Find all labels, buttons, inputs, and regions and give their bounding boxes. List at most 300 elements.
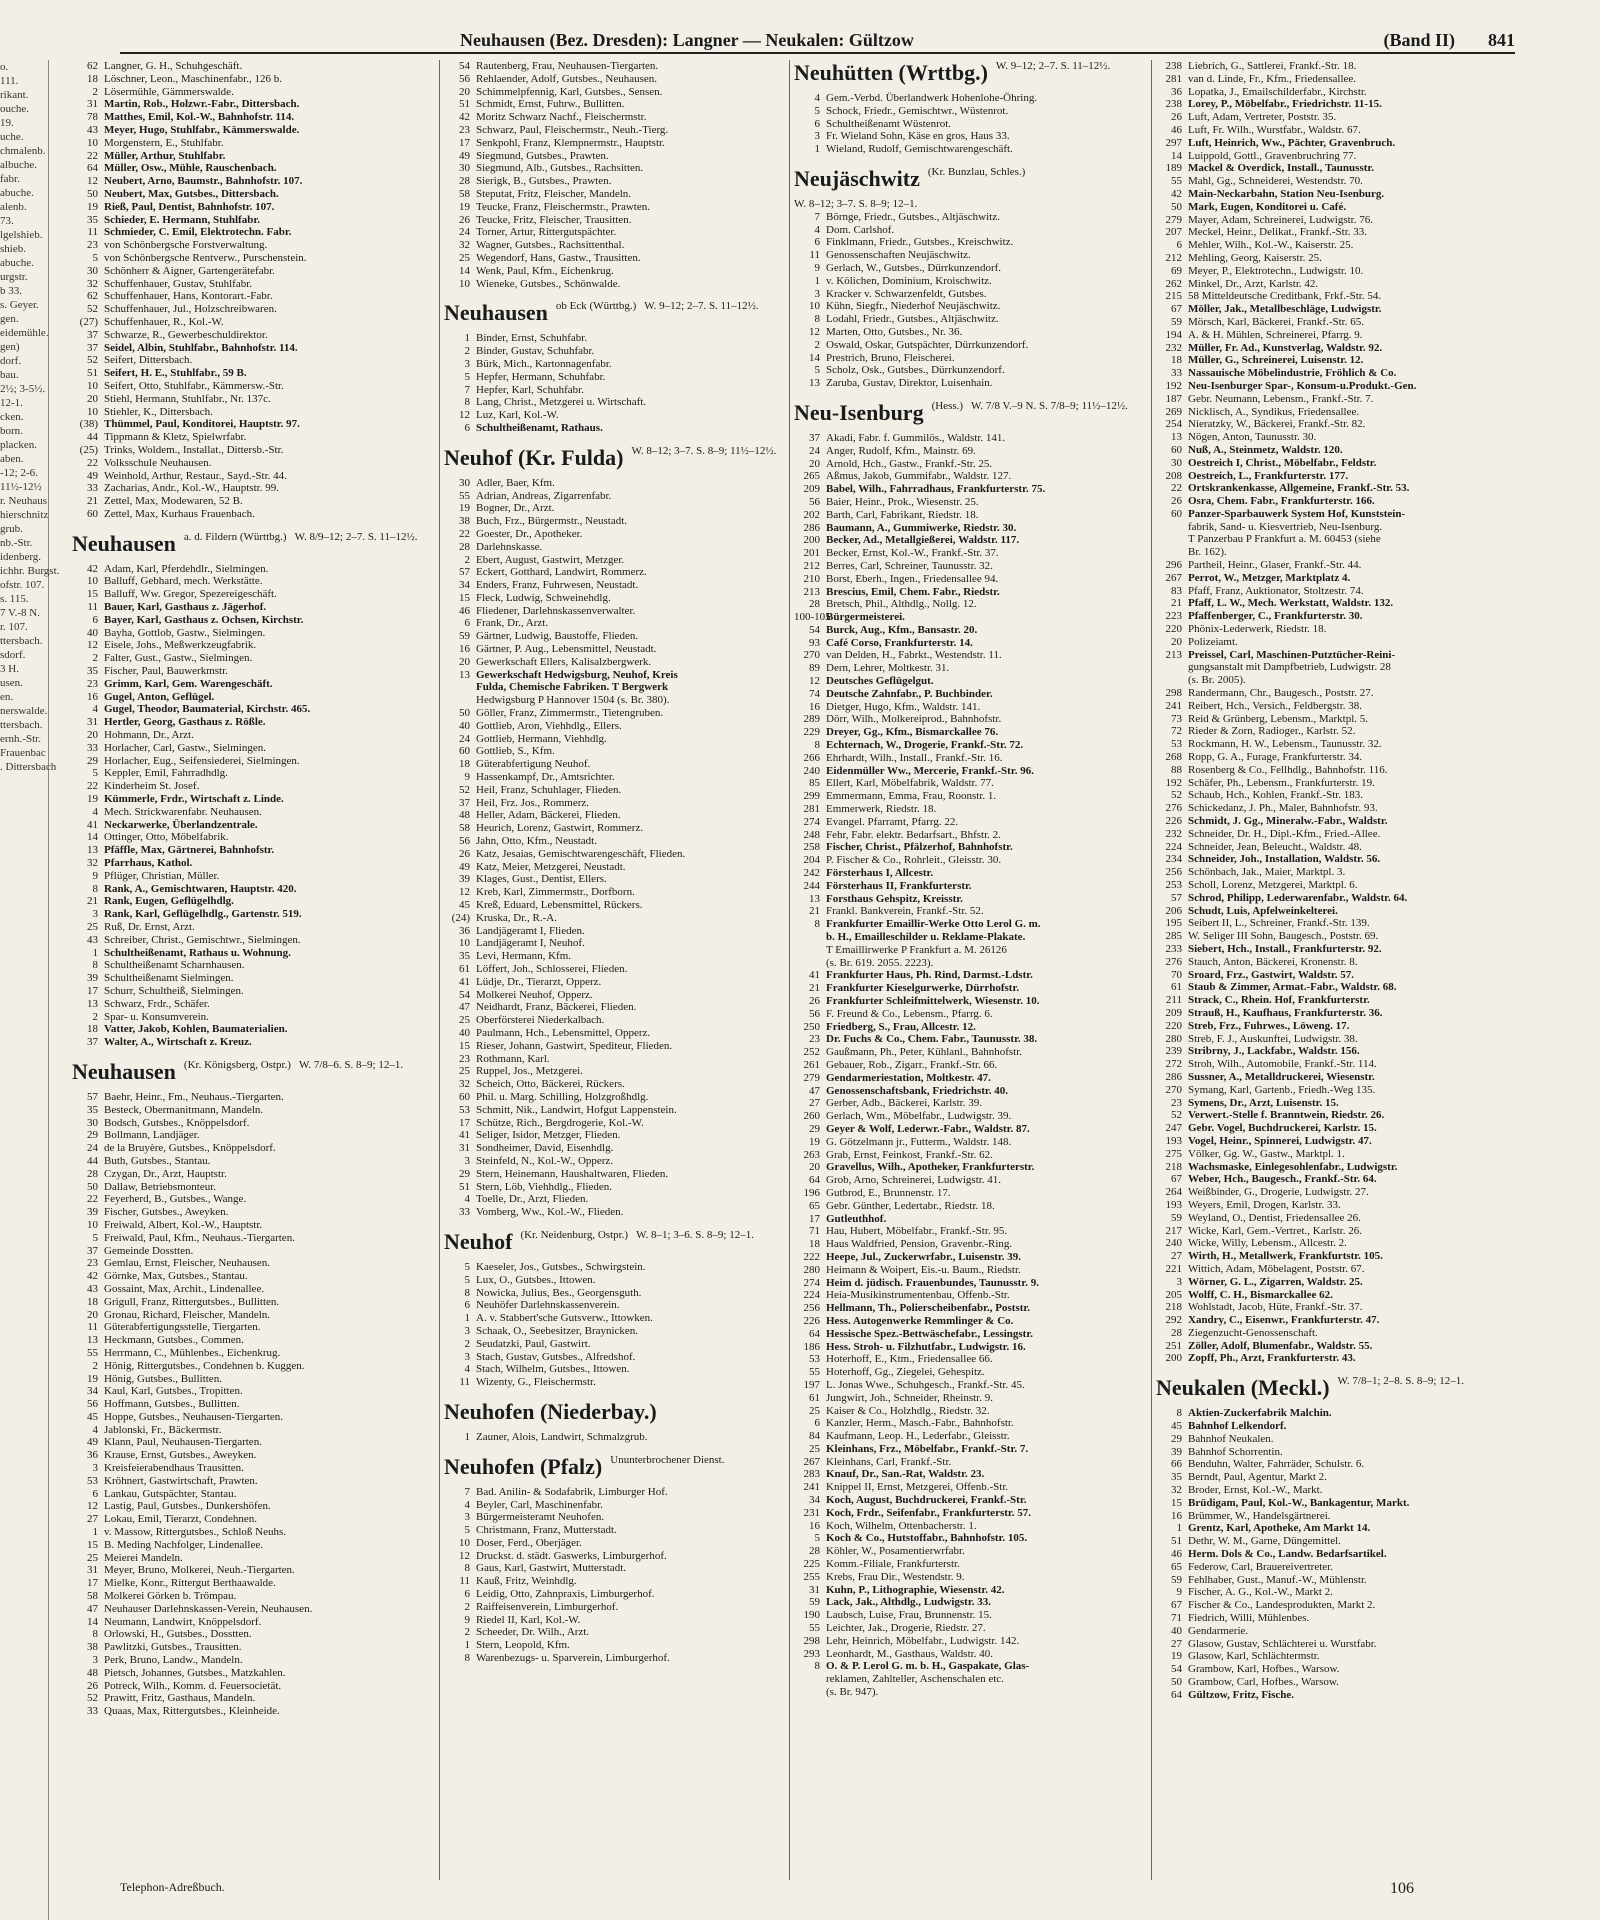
phone-number: 209 xyxy=(1165,1006,1182,1019)
directory-entry xyxy=(794,288,1146,301)
entry-text: Müller, Arthur, Stuhlfabr. xyxy=(104,149,226,162)
phone-number: 196 xyxy=(803,1186,820,1199)
entry-text: Borst, Eberh., Ingen., Friedensallee 94. xyxy=(826,572,999,585)
phone-number: 30 xyxy=(459,162,470,175)
entry-text: Feyerherd, B., Gutsbes., Wange. xyxy=(104,1193,247,1206)
entry-text: Schäfer, Ph., Lebensm., Frankfurterstr. 19. xyxy=(1188,776,1375,789)
directory-entry xyxy=(794,143,1146,156)
directory-entry xyxy=(1156,457,1516,470)
entry-text: Keppler, Emil, Fahrradhdlg. xyxy=(104,767,228,780)
directory-entry xyxy=(444,124,784,137)
phone-number: 47 xyxy=(87,1602,98,1615)
place-qualifier: (Hess.) xyxy=(931,399,964,412)
directory-entry xyxy=(1156,418,1516,431)
directory-entry xyxy=(444,358,784,371)
entry-text: Schuffenhauer, Gustav, Stuhlfabr. xyxy=(104,277,253,290)
entry-text: Bodsch, Gutsbes., Knöppelsdorf. xyxy=(104,1116,250,1129)
directory-entry xyxy=(1156,1625,1516,1638)
directory-entry xyxy=(444,963,784,976)
directory-entry xyxy=(1156,1340,1516,1353)
phone-number: 23 xyxy=(459,123,470,136)
phone-number: 14 xyxy=(459,264,470,277)
directory-entry xyxy=(444,976,784,989)
entry-text: Randermann, Chr., Baugesch., Poststr. 27. xyxy=(1188,687,1374,700)
phone-number: 207 xyxy=(1165,226,1182,239)
directory-entry xyxy=(1156,969,1516,982)
directory-entry xyxy=(1156,1497,1516,1510)
directory-entry xyxy=(1156,482,1516,495)
directory-entry xyxy=(1156,342,1516,355)
phone-number: 2 xyxy=(464,1626,470,1639)
entry-text: Gerlach, W., Gutsbes., Dürrkunzendorf. xyxy=(826,261,1002,274)
entry-text: Lüdje, Dr., Tierarzt, Opperz. xyxy=(476,975,602,988)
directory-entry xyxy=(444,707,784,720)
phone-number: 3 xyxy=(464,357,470,370)
directory-entry xyxy=(1156,1314,1516,1327)
phone-number: 20 xyxy=(87,1308,98,1321)
directory-entry xyxy=(72,934,434,947)
directory-entry xyxy=(1156,303,1516,316)
entry-text: Ortskrankenkasse, Allgemeine, Frankf.-Str. 53. xyxy=(1188,482,1410,495)
phone-number: 83 xyxy=(1171,584,1182,597)
directory-entry xyxy=(72,1036,434,1049)
phone-number: 65 xyxy=(809,1199,820,1212)
entry-text: Deutsche Zahnfabr., P. Buchbinder. xyxy=(826,687,993,700)
entry-text: Zopff, Ph., Arzt, Frankfurterstr. 43. xyxy=(1188,1352,1356,1365)
directory-entry xyxy=(794,1571,1146,1584)
entry-text: Wittich, Adam, Möbelagent, Poststr. 67. xyxy=(1188,1262,1365,1275)
phone-number: 19 xyxy=(1171,1650,1182,1663)
phone-number: 54 xyxy=(459,988,470,1001)
entry-text: Glasow, Karl, Schlächtermstr. xyxy=(1188,1650,1320,1663)
entry-text: Wolff, C. H., Bismarckallee 62. xyxy=(1188,1288,1333,1301)
directory-entry xyxy=(794,662,1146,675)
directory-entry xyxy=(794,105,1146,118)
directory-entry xyxy=(794,211,1146,224)
directory-entry xyxy=(1156,917,1516,930)
directory-entry xyxy=(1156,623,1516,636)
directory-entry xyxy=(444,396,784,409)
directory-entry xyxy=(72,1232,434,1245)
directory-entry xyxy=(794,1174,1146,1187)
directory-entry xyxy=(444,111,784,124)
phone-number: 18 xyxy=(87,1023,98,1036)
directory-entry xyxy=(72,162,434,175)
phone-number: 19 xyxy=(459,502,470,515)
directory-entry xyxy=(72,457,434,470)
phone-number: 17 xyxy=(459,136,470,149)
entry-text: Thümmel, Paul, Konditorei, Hauptstr. 97. xyxy=(104,418,300,431)
directory-entry xyxy=(444,720,784,733)
entry-text: Güterabfertigung Neuhof. xyxy=(476,758,591,771)
entry-text: Kröhnert, Gastwirtschaft, Prawten. xyxy=(104,1474,258,1487)
phone-number: 14 xyxy=(87,1615,98,1628)
entry-text: Schmitt, Nik., Landwirt, Hofgut Lappenstein. xyxy=(476,1103,677,1116)
phone-number: 244 xyxy=(803,879,820,892)
directory-entry xyxy=(1156,150,1516,163)
phone-number xyxy=(794,944,826,957)
entry-text: Gärtner, Ludwig, Baustoffe, Flieden. xyxy=(476,630,639,643)
place-qualifier: ob Eck (Württbg.) xyxy=(555,300,637,313)
entry-text: Volksschule Neuhausen. xyxy=(104,456,212,469)
directory-entry xyxy=(1156,1135,1516,1148)
phone-number: (24) xyxy=(451,911,470,924)
phone-number: 46 xyxy=(1171,123,1182,136)
entry-text: Weber, Hch., Baugesch., Frankf.-Str. 64. xyxy=(1188,1173,1377,1186)
phone-number: 269 xyxy=(1165,405,1182,418)
phone-number: 51 xyxy=(1171,1535,1182,1548)
phone-number: 36 xyxy=(459,924,470,937)
entry-text: Bad. Anilin- & Sodafabrik, Limburger Hof. xyxy=(476,1485,668,1498)
directory-entry xyxy=(794,1136,1146,1149)
directory-entry xyxy=(444,1001,784,1014)
directory-entry xyxy=(72,1023,434,1036)
bleed-fragment: rikant. xyxy=(0,89,29,101)
entry-text: Binder, Ernst, Schuhfabr. xyxy=(476,332,588,345)
phone-number: 59 xyxy=(1171,315,1182,328)
directory-entry xyxy=(72,1552,434,1565)
directory-entry xyxy=(72,1590,434,1603)
entry-text: Verwert.-Stelle f. Branntwein, Riedstr. 26. xyxy=(1188,1109,1385,1122)
phone-number: 40 xyxy=(1171,1624,1182,1637)
phone-number: 78 xyxy=(87,111,98,124)
phone-number: 30 xyxy=(87,1116,98,1129)
place-name: Neukalen (Meckl.) xyxy=(1156,1375,1330,1401)
directory-entry xyxy=(72,124,434,137)
directory-entry xyxy=(444,477,784,490)
bleed-fragment: urgstr. xyxy=(0,271,28,283)
entry-text: Weinhold, Arthur, Restaur., Sayd.-Str. 44. xyxy=(104,469,287,482)
directory-entry xyxy=(794,1302,1146,1315)
phone-number xyxy=(1156,521,1188,534)
directory-entry xyxy=(444,214,784,227)
entry-text: Hau, Hubert, Möbelfabr., Frankf.-Str. 95. xyxy=(826,1225,1008,1238)
phone-number: 17 xyxy=(87,1577,98,1590)
phone-number: 37 xyxy=(459,796,470,809)
phone-number: 60 xyxy=(87,507,98,520)
phone-number: 31 xyxy=(87,1564,98,1577)
directory-entry xyxy=(72,921,434,934)
phone-number: 56 xyxy=(87,1398,98,1411)
entry-text: Gottlieb, S., Kfm. xyxy=(476,745,555,758)
phone-number: 299 xyxy=(803,790,820,803)
entry-text: de la Bruyère, Gutsbes., Knöppelsdorf. xyxy=(104,1142,276,1155)
phone-number: 11 xyxy=(87,1321,98,1334)
phone-number: 4 xyxy=(464,1363,470,1376)
phone-number: 238 xyxy=(1165,98,1182,111)
directory-entry xyxy=(444,150,784,163)
phone-number: 217 xyxy=(1165,1224,1182,1237)
directory-entry xyxy=(794,1072,1146,1085)
entry-text: Kaufmann, Leop. H., Lederfabr., Gleisstr. xyxy=(826,1430,1010,1443)
entry-text: Schneider, Dr. H., Dipl.-Kfm., Fried.-Allee. xyxy=(1188,827,1381,840)
phone-number: 62 xyxy=(87,60,98,72)
entry-text: Ebert, August, Gastwirt, Metzger. xyxy=(476,553,625,566)
phone-number xyxy=(794,1686,826,1699)
entry-text: Schultheißenamt Scharnhausen. xyxy=(104,959,245,972)
entry-text: Spar- u. Konsumverein. xyxy=(104,1010,209,1023)
directory-entry xyxy=(794,1558,1146,1571)
phone-number: 200 xyxy=(803,534,820,547)
entry-text: Marten, Otto, Gutsbes., Nr. 36. xyxy=(826,325,963,338)
phone-number: 52 xyxy=(87,303,98,316)
directory-entry xyxy=(444,86,784,99)
directory-entry xyxy=(1156,1561,1516,1574)
entry-text: Broder, Ernst, Kol.-W., Markt. xyxy=(1188,1484,1323,1497)
column-rule xyxy=(789,60,790,1880)
phone-number: 39 xyxy=(1171,1445,1182,1458)
directory-entry xyxy=(444,239,784,252)
phone-number: 12 xyxy=(809,325,820,338)
entry-text: Gerber, Adb., Bäckerei, Karlstr. 39. xyxy=(826,1097,982,1110)
entry-text: Leidig, Otto, Zahnpraxis, Limburgerhof. xyxy=(476,1588,655,1601)
phone-number: 70 xyxy=(1171,968,1182,981)
entry-text: Preissel, Carl, Maschinen-Putztücher-Reini- xyxy=(1188,648,1396,661)
section-heading xyxy=(1156,1375,1516,1401)
entry-text: Reid & Grünberg, Lebensm., Marktpl. 5. xyxy=(1188,712,1369,725)
directory-entry xyxy=(444,201,784,214)
entry-text: Sierigk, B., Gutsbes., Prawten. xyxy=(476,175,612,188)
section-heading xyxy=(444,300,784,326)
entry-text: Dallaw, Betriebsmonteur. xyxy=(104,1180,217,1193)
signature-number: 106 xyxy=(1390,1880,1414,1897)
entry-text: Adrian, Andreas, Zigarrenfabr. xyxy=(476,489,612,502)
phone-number: 37 xyxy=(87,341,98,354)
entry-text: Gendarmerie. xyxy=(1188,1624,1249,1637)
directory-entry xyxy=(72,1705,434,1718)
entry-text: Glasow, Gustav, Schlächterei u. Wurstfabr. xyxy=(1188,1637,1377,1650)
entry-text: Lux, O., Gutsbes., Ittowen. xyxy=(476,1273,596,1286)
phone-number: 59 xyxy=(809,1596,820,1609)
directory-entry xyxy=(72,652,434,665)
entry-text: Wegendorf, Hans, Gastw., Trausitten. xyxy=(476,251,641,264)
phone-number: 44 xyxy=(87,431,98,444)
phone-number: 250 xyxy=(803,1020,820,1033)
phone-number: 8 xyxy=(814,739,820,752)
phone-number: 10 xyxy=(809,300,820,313)
directory-entry xyxy=(72,1500,434,1513)
entry-text: Torner, Artur, Rittergutspächter. xyxy=(476,226,617,239)
entry-text: Rothmann, Karl. xyxy=(476,1052,550,1065)
directory-entry xyxy=(444,422,784,435)
phone-number: 9 xyxy=(464,1613,470,1626)
entry-text: Neckarwerke, Überlandzentrale. xyxy=(104,818,258,831)
entry-text: Symens, Dr., Arzt, Luisenstr. 15. xyxy=(1188,1096,1339,1109)
directory-entry xyxy=(794,522,1146,535)
entry-text: Paulmann, Hch., Lebensmittel, Opperz. xyxy=(476,1026,651,1039)
directory-entry xyxy=(444,1053,784,1066)
directory-entry xyxy=(794,649,1146,662)
section-heading xyxy=(794,166,1146,192)
phone-number: 15 xyxy=(1171,1496,1182,1509)
entry-text: Senkpohl, Franz, Klempnermstr., Hauptstr. xyxy=(476,136,665,149)
directory-entry xyxy=(794,867,1146,880)
directory-entry xyxy=(444,137,784,150)
phone-number: 4 xyxy=(464,1193,470,1206)
phone-number: 15 xyxy=(87,588,98,601)
directory-entry xyxy=(794,726,1146,739)
entry-text: Bürk, Mich., Kartonnagenfabr. xyxy=(476,357,612,370)
entry-text: Grob, Arno, Schreinerei, Ludwigstr. 41. xyxy=(826,1174,1002,1187)
service-hours: W. 9–12; 2–7. S. 11–12½. xyxy=(995,60,1111,72)
phone-number: 15 xyxy=(459,1039,470,1052)
directory-entry xyxy=(72,406,434,419)
directory-entry xyxy=(444,1168,784,1181)
entry-list xyxy=(444,1486,784,1665)
directory-entry xyxy=(1156,713,1516,726)
directory-entry xyxy=(72,175,434,188)
phone-number: 1 xyxy=(92,946,98,959)
entry-text: Neubert, Max, Gutsbes., Dittersbach. xyxy=(104,187,279,200)
phone-number: 50 xyxy=(459,707,470,720)
phone-number: 8 xyxy=(814,1660,820,1673)
phone-number: 222 xyxy=(803,1250,820,1263)
entry-text: Vatter, Jakob, Kohlen, Baumaterialien. xyxy=(104,1023,288,1036)
directory-entry xyxy=(1156,738,1516,751)
directory-entry xyxy=(1156,508,1516,521)
entry-text: Fischer, Paul, Bauwerkmstr. xyxy=(104,665,228,678)
entry-text: Gottlieb, Hermann, Viehhdlg. xyxy=(476,732,607,745)
entry-text: Enders, Franz, Fuhrwesen, Neustadt. xyxy=(476,579,639,592)
directory-entry xyxy=(72,780,434,793)
entry-text: Gravellus, Wilh., Apotheker, Frankfurterstr. xyxy=(826,1161,1035,1174)
directory-entry xyxy=(1156,380,1516,393)
phone-number: 20 xyxy=(809,1161,820,1174)
entry-text: Zaruba, Gustav, Direktor, Luisenhain. xyxy=(826,377,993,390)
entry-text: Goester, Dr., Apotheker. xyxy=(476,527,583,540)
phone-number: 65 xyxy=(1171,1560,1182,1573)
phone-number: 266 xyxy=(803,751,820,764)
directory-entry xyxy=(72,1011,434,1024)
phone-number: 22 xyxy=(459,527,470,540)
bleed-fragment: albuche. xyxy=(0,159,37,171)
directory-entry xyxy=(72,1667,434,1680)
directory-entry xyxy=(1156,1045,1516,1058)
directory-entry xyxy=(72,86,434,99)
phone-number: 2 xyxy=(464,1337,470,1350)
entry-text: Hellmann, Th., Polierscheibenfabr., Poststr. xyxy=(826,1302,1031,1315)
service-hours: Ununterbrochener Dienst. xyxy=(610,1453,725,1466)
directory-entry xyxy=(444,1486,784,1499)
entry-text: Oberförsterei Niederkalbach. xyxy=(476,1014,605,1027)
entry-text: Meyer, P., Elektrotechn., Ludwigstr. 10. xyxy=(1188,264,1364,277)
bleed-fragment: . Dittersbach xyxy=(0,761,57,773)
directory-entry xyxy=(72,575,434,588)
entry-text: Xandry, C., Eisenwr., Frankfurterstr. 47. xyxy=(1188,1314,1380,1327)
directory-entry xyxy=(72,1641,434,1654)
directory-entry xyxy=(1156,111,1516,124)
directory-entry xyxy=(1156,764,1516,777)
directory-entry xyxy=(72,303,434,316)
phone-number: 50 xyxy=(1171,200,1182,213)
directory-entry xyxy=(444,1014,784,1027)
directory-entry xyxy=(794,598,1146,611)
directory-entry xyxy=(444,345,784,358)
directory-entry xyxy=(1156,444,1516,457)
directory-entry xyxy=(1156,329,1516,342)
directory-entry xyxy=(794,880,1146,893)
entry-text: Beyler, Carl, Maschinenfabr. xyxy=(476,1498,603,1511)
directory-entry xyxy=(794,944,1146,957)
entry-text: Hönig, Rittergutsbes., Condehnen b. Kuggen. xyxy=(104,1359,305,1372)
entry-text: Molkerei Görken b. Trömpau. xyxy=(104,1590,237,1603)
directory-entry xyxy=(72,819,434,832)
directory-entry xyxy=(794,1161,1146,1174)
directory-entry xyxy=(1156,751,1516,764)
phone-number: 225 xyxy=(803,1558,820,1571)
directory-entry xyxy=(794,1366,1146,1379)
phone-number: 32 xyxy=(459,239,470,252)
place-name: Neuhof (Kr. Fulda) xyxy=(444,444,624,470)
directory-entry xyxy=(1156,431,1516,444)
entry-text: Stern, Löb, Viehhdlg., Flieden. xyxy=(476,1180,613,1193)
directory-entry xyxy=(794,1596,1146,1609)
place-qualifier: (Kr. Neidenburg, Ostpr.) xyxy=(520,1228,629,1241)
entry-text: Grab, Ernst, Feinkost, Frankf.-Str. 62. xyxy=(826,1148,993,1161)
entry-text: Luft, Adam, Vertreter, Poststr. 35. xyxy=(1188,111,1337,124)
service-hours: W. 7/8–1; 2–8. S. 8–9; 12–1. xyxy=(1337,1375,1464,1388)
directory-entry xyxy=(444,1142,784,1155)
bleed-fragment: r. 107. xyxy=(0,621,28,633)
directory-entry xyxy=(794,118,1146,131)
phone-number: 254 xyxy=(1165,418,1182,431)
phone-number: 11 xyxy=(87,226,98,239)
entry-text: Minkel, Dr., Arzt, Karlstr. 42. xyxy=(1188,277,1319,290)
entry-list xyxy=(1156,60,1516,1365)
bleed-fragment: ernh.-Str. xyxy=(0,733,41,745)
phone-number xyxy=(794,957,826,970)
entry-list xyxy=(444,332,784,434)
phone-number: 296 xyxy=(1165,559,1182,572)
directory-entry xyxy=(444,1206,784,1219)
directory-entry xyxy=(1156,994,1516,1007)
entry-text: Koch, Wilhelm, Ottenbacherstr. 1. xyxy=(826,1519,977,1532)
phone-number: 64 xyxy=(809,1174,820,1187)
place-name: Neuhausen xyxy=(72,1058,176,1084)
service-hours: W. 8–1; 3–6. S. 8–9; 12–1. xyxy=(636,1228,754,1241)
entry-text: Försterhaus I, Allcestr. xyxy=(826,867,934,880)
entry-text: Siebert, Hch., Install., Frankfurterstr. 92. xyxy=(1188,942,1382,955)
directory-entry xyxy=(72,1168,434,1181)
directory-entry xyxy=(1156,393,1516,406)
directory-entry xyxy=(794,854,1146,867)
phone-number: 60 xyxy=(459,745,470,758)
phone-number: 3 xyxy=(464,1511,470,1524)
phone-number: 29 xyxy=(809,1122,820,1135)
entry-text: Kaiser & Co., Holzhdlg., Riedstr. 32. xyxy=(826,1404,990,1417)
entry-text: Main-Neckarbahn, Station Neu-Isenburg. xyxy=(1188,187,1385,200)
entry-text: Perk, Bruno, Landw., Mandeln. xyxy=(104,1654,243,1667)
phone-number: 25 xyxy=(87,921,98,933)
phone-number: 37 xyxy=(87,328,98,341)
directory-entry xyxy=(1156,239,1516,252)
entry-text: Nassauische Möbelindustrie, Fröhlich & Co. xyxy=(1188,367,1397,380)
directory-entry xyxy=(1156,188,1516,201)
entry-text: Stiehl, Hermann, Stuhlfabr., Nr. 137c. xyxy=(104,392,271,405)
phone-number: 39 xyxy=(87,972,98,985)
directory-entry xyxy=(794,249,1146,262)
phone-number: 8 xyxy=(464,396,470,409)
directory-entry xyxy=(72,1488,434,1501)
entry-list xyxy=(72,1091,434,1718)
entry-text: Rosenberg & Co., Fellhdlg., Bahnhofstr. 116. xyxy=(1188,763,1388,776)
phone-number: 258 xyxy=(803,841,820,854)
directory-entry xyxy=(72,470,434,483)
directory-entry xyxy=(794,339,1146,352)
bleed-fragment: ichhr. Burgst. xyxy=(0,565,60,577)
phone-number: 218 xyxy=(1165,1160,1182,1173)
phone-number: 71 xyxy=(809,1225,820,1238)
